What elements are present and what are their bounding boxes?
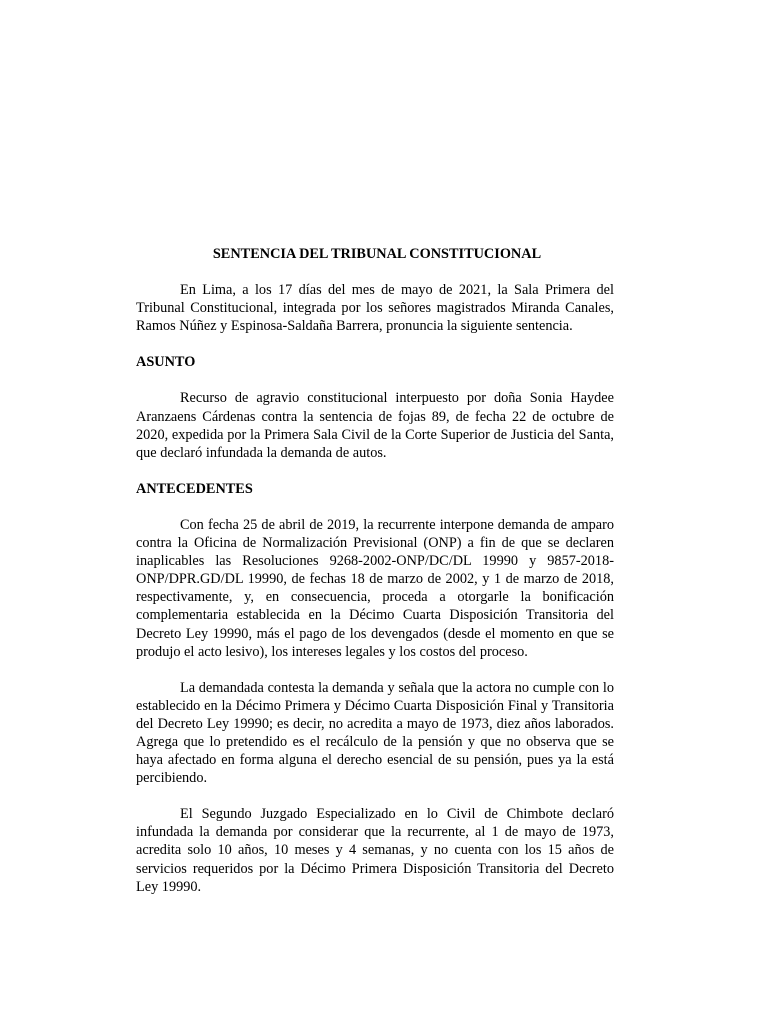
- asunto-paragraph: Recurso de agravio constitucional interpuesto por doña Sonia Haydee Aranzaens Cárdenas contra la sentencia de fojas 89, de fecha 22 de octubre de 2020, expedida por la Primera Sala Civil de la Corte Superior de Justicia del Santa, que declaró infundada la demanda de autos.: [136, 390, 614, 461]
- document-page: [136, 245, 614, 914]
- section-heading-antecedentes: ANTECEDENTES: [136, 480, 253, 497]
- antecedentes-paragraph-1: Con fecha 25 de abril de 2019, la recurrente interpone demanda de amparo contra la Oficina de Normalización Previsional (ONP) a fin de que se declaren inaplicables las Resoluciones 9268-2002-ONP/DC/DL 19990 y 9857-2018- ONP/DPR.GD/DL 19990, de fechas 18 de marzo de 2002, y 1 de marzo de 2018, respectivamente, y, en consecuencia, proceda a otorgarle la bonificación complementaria establecida en la Décimo Cuarta Disposición Transitoria del Decreto Ley 19990, más el pago de los devengados (desde el momento en que se produjo el acto lesivo), los intereses legales y los costos del proceso.: [136, 516, 614, 660]
- section-heading-asunto: ASUNTO: [136, 354, 196, 371]
- antecedentes-paragraph-2: La demandada contesta la demanda y señala que la actora no cumple con lo establecido en la Décimo Primera y Décimo Cuarta Disposición Final y Transitoria del Decreto Ley 19990; es decir, no acredita a mayo de 1973, diez años laborados. Agrega que lo pretendido es el recálculo de la pensión y que no observa que se haya afectado en forma alguna el derecho esencial de su pensión, pues ya la está percibiendo.: [136, 679, 614, 787]
- document-title: SENTENCIA DEL TRIBUNAL CONSTITUCIONAL: [212, 246, 542, 262]
- antecedentes-paragraph-3: El Segundo Juzgado Especializado en lo Civil de Chimbote declaró infundada la demanda por considerar que la recurrente, al 1 de mayo de 1973, acredita solo 10 años, 10 meses y 4 semanas, y no cuenta con los 15 años de servicios requeridos por la Décimo Primera Disposición Transitoria del Decreto Ley 19990.: [136, 806, 614, 895]
- intro-paragraph: En Lima, a los 17 días del mes de mayo de 2021, la Sala Primera del Tribunal Constitucional, integrada por los señores magistrados Miranda Canales, Ramos Núñez y Espinosa-Saldaña Barrera, pronuncia la siguiente sentencia.: [136, 282, 614, 335]
